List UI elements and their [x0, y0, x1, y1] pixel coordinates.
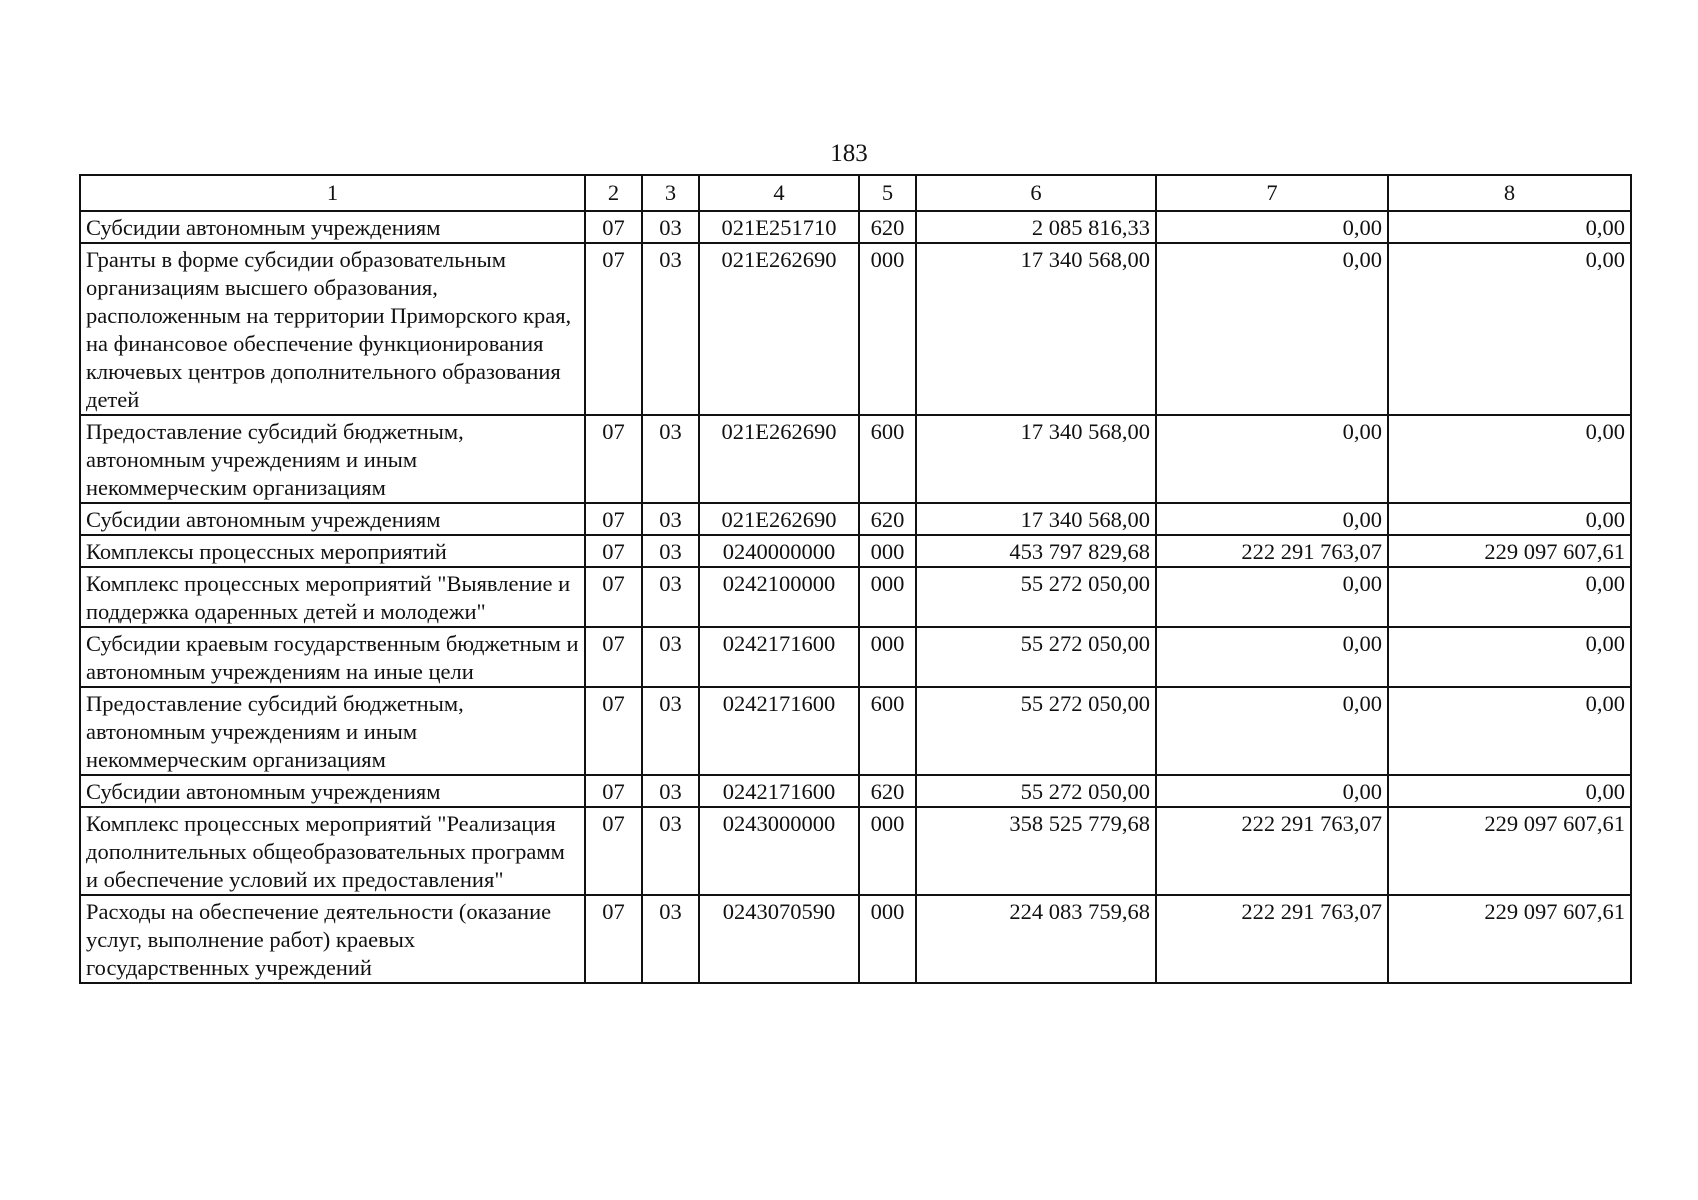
- expense-type-code: 000: [859, 627, 916, 687]
- expense-type-code: 600: [859, 687, 916, 775]
- subsection-code: 03: [642, 687, 699, 775]
- subsection-code: 03: [642, 503, 699, 535]
- section-code: 07: [585, 211, 642, 243]
- amount-col-7: 0,00: [1156, 211, 1388, 243]
- amount-col-8: 0,00: [1388, 567, 1631, 627]
- amount-col-6: 17 340 568,00: [916, 415, 1156, 503]
- subsection-code: 03: [642, 627, 699, 687]
- section-code: 07: [585, 775, 642, 807]
- header-col-1: 1: [80, 175, 585, 211]
- amount-col-8: 0,00: [1388, 775, 1631, 807]
- amount-col-7: 0,00: [1156, 687, 1388, 775]
- amount-col-8: 0,00: [1388, 503, 1631, 535]
- subsection-code: 03: [642, 775, 699, 807]
- expense-type-code: 000: [859, 567, 916, 627]
- amount-col-6: 17 340 568,00: [916, 243, 1156, 415]
- section-code: 07: [585, 567, 642, 627]
- amount-col-6: 358 525 779,68: [916, 807, 1156, 895]
- target-article-code: 0243070590: [699, 895, 859, 983]
- amount-col-6: 224 083 759,68: [916, 895, 1156, 983]
- budget-table: [79, 174, 1632, 984]
- table-row: [80, 687, 1631, 775]
- amount-col-6: 2 085 816,33: [916, 211, 1156, 243]
- target-article-code: 0240000000: [699, 535, 859, 567]
- section-code: 07: [585, 807, 642, 895]
- expense-type-code: 620: [859, 211, 916, 243]
- table-row: [80, 627, 1631, 687]
- target-article-code: 0242171600: [699, 627, 859, 687]
- row-name: Комплекс процессных мероприятий "Реализация дополнительных общеобразовательных программ и обеспечение условий их предоставления": [80, 807, 585, 895]
- row-name: Субсидии автономным учреждениям: [80, 211, 585, 243]
- amount-col-7: 0,00: [1156, 775, 1388, 807]
- table-row: [80, 503, 1631, 535]
- table-row: [80, 807, 1631, 895]
- expense-type-code: 000: [859, 807, 916, 895]
- amount-col-6: 55 272 050,00: [916, 627, 1156, 687]
- amount-col-8: 0,00: [1388, 627, 1631, 687]
- amount-col-7: 0,00: [1156, 567, 1388, 627]
- amount-col-8: 229 097 607,61: [1388, 535, 1631, 567]
- expense-type-code: 000: [859, 243, 916, 415]
- header-row: [80, 175, 1631, 211]
- target-article-code: 021E262690: [699, 503, 859, 535]
- amount-col-7: 222 291 763,07: [1156, 535, 1388, 567]
- header-col-7: 7: [1156, 175, 1388, 211]
- expense-type-code: 000: [859, 535, 916, 567]
- header-col-2: 2: [585, 175, 642, 211]
- amount-col-7: 222 291 763,07: [1156, 895, 1388, 983]
- page-number: 183: [830, 140, 868, 167]
- amount-col-8: 0,00: [1388, 211, 1631, 243]
- row-name: Предоставление субсидий бюджетным, автономным учреждениям и иным некоммерческим организациям: [80, 415, 585, 503]
- target-article-code: 021E251710: [699, 211, 859, 243]
- subsection-code: 03: [642, 211, 699, 243]
- header-col-4: 4: [699, 175, 859, 211]
- amount-col-6: 55 272 050,00: [916, 567, 1156, 627]
- amount-col-7: 0,00: [1156, 415, 1388, 503]
- section-code: 07: [585, 687, 642, 775]
- header-col-3: 3: [642, 175, 699, 211]
- subsection-code: 03: [642, 895, 699, 983]
- amount-col-8: 0,00: [1388, 415, 1631, 503]
- row-name: Комплекс процессных мероприятий "Выявление и поддержка одаренных детей и молодежи": [80, 567, 585, 627]
- target-article-code: 0243000000: [699, 807, 859, 895]
- amount-col-6: 17 340 568,00: [916, 503, 1156, 535]
- section-code: 07: [585, 503, 642, 535]
- row-name: Расходы на обеспечение деятельности (оказание услуг, выполнение работ) краевых государственных учреждений: [80, 895, 585, 983]
- expense-type-code: 600: [859, 415, 916, 503]
- amount-col-6: 55 272 050,00: [916, 687, 1156, 775]
- target-article-code: 0242100000: [699, 567, 859, 627]
- section-code: 07: [585, 627, 642, 687]
- table-row: [80, 567, 1631, 627]
- row-name: Субсидии автономным учреждениям: [80, 775, 585, 807]
- subsection-code: 03: [642, 415, 699, 503]
- amount-col-6: 55 272 050,00: [916, 775, 1156, 807]
- subsection-code: 03: [642, 567, 699, 627]
- amount-col-7: 0,00: [1156, 503, 1388, 535]
- table-row: [80, 775, 1631, 807]
- section-code: 07: [585, 415, 642, 503]
- row-name: Комплексы процессных мероприятий: [80, 535, 585, 567]
- amount-col-7: 0,00: [1156, 243, 1388, 415]
- expense-type-code: 620: [859, 503, 916, 535]
- header-col-6: 6: [916, 175, 1156, 211]
- expense-type-code: 000: [859, 895, 916, 983]
- amount-col-8: 0,00: [1388, 243, 1631, 415]
- row-name: Субсидии автономным учреждениям: [80, 503, 585, 535]
- header-col-5: 5: [859, 175, 916, 211]
- row-name: Субсидии краевым государственным бюджетным и автономным учреждениям на иные цели: [80, 627, 585, 687]
- header-col-8: 8: [1388, 175, 1631, 211]
- target-article-code: 0242171600: [699, 775, 859, 807]
- amount-col-8: 0,00: [1388, 687, 1631, 775]
- table-row: [80, 535, 1631, 567]
- table-row: [80, 211, 1631, 243]
- amount-col-8: 229 097 607,61: [1388, 895, 1631, 983]
- table-body: [80, 211, 1631, 983]
- section-code: 07: [585, 535, 642, 567]
- amount-col-7: 222 291 763,07: [1156, 807, 1388, 895]
- subsection-code: 03: [642, 535, 699, 567]
- row-name: Гранты в форме субсидии образовательным организациям высшего образования, расположенным на территории Приморского края, на финансовое обеспечение функционирования ключевых центров дополнительного образования детей: [80, 243, 585, 415]
- table-header: [80, 175, 1631, 211]
- section-code: 07: [585, 243, 642, 415]
- subsection-code: 03: [642, 243, 699, 415]
- amount-col-8: 229 097 607,61: [1388, 807, 1631, 895]
- table-row: [80, 895, 1631, 983]
- subsection-code: 03: [642, 807, 699, 895]
- amount-col-7: 0,00: [1156, 627, 1388, 687]
- table-row: [80, 415, 1631, 503]
- target-article-code: 021E262690: [699, 415, 859, 503]
- section-code: 07: [585, 895, 642, 983]
- target-article-code: 0242171600: [699, 687, 859, 775]
- table-row: [80, 243, 1631, 415]
- amount-col-6: 453 797 829,68: [916, 535, 1156, 567]
- row-name: Предоставление субсидий бюджетным, автономным учреждениям и иным некоммерческим организациям: [80, 687, 585, 775]
- expense-type-code: 620: [859, 775, 916, 807]
- target-article-code: 021E262690: [699, 243, 859, 415]
